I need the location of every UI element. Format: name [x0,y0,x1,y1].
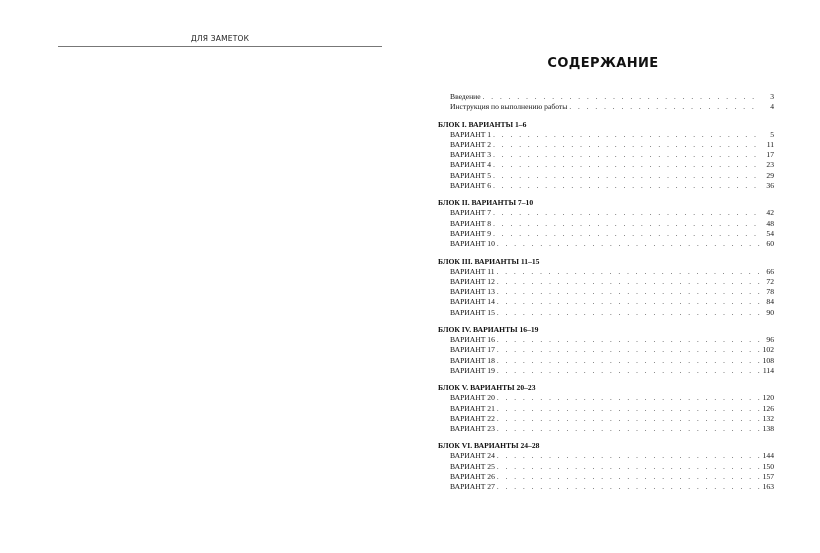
toc-entry-page: 36 [766,181,774,191]
toc-entry [438,208,774,218]
leader-dots [497,356,760,366]
toc-entry-page: 126 [762,403,774,413]
leader-dots [497,308,760,318]
toc-entry-page: 157 [762,472,774,482]
toc-entry [438,229,774,239]
toc-entry-label: Инструкция по выполнению работы [450,102,568,112]
leader-dots [497,451,760,461]
toc-entry-page: 84 [766,297,774,307]
leader-dots [493,140,760,150]
toc-entry [438,171,774,181]
toc-entry-label: ВАРИАНТ 6 [450,181,492,191]
toc-entry-page: 138 [762,424,774,434]
toc-entry [438,219,774,229]
toc-entry-label: ВАРИАНТ 19 [450,365,495,375]
toc-entry-label: ВАРИАНТ 13 [450,287,495,297]
toc-entry-label: ВАРИАНТ 7 [450,208,492,218]
toc-entry-page: 90 [766,307,774,317]
toc-entry-page: 29 [766,170,774,180]
toc-entry [438,472,774,482]
toc-entry-label: ВАРИАНТ 14 [450,297,495,307]
toc-entry-page: 60 [766,239,774,249]
toc-entry-page: 72 [766,276,774,286]
toc-entry-label: ВАРИАНТ 12 [450,276,495,286]
toc-entry [438,393,774,403]
toc-entry [438,277,774,287]
toc-entry [438,462,774,472]
leader-dots [493,171,760,181]
toc-entry-label: ВАРИАНТ 8 [450,218,492,228]
toc-entry-page: 120 [762,393,774,403]
toc-entry [438,150,774,160]
toc-entry [438,451,774,461]
leader-dots [483,92,760,102]
toc-entry-label: ВАРИАНТ 18 [450,355,495,365]
toc-entry-label: ВАРИАНТ 17 [450,345,495,355]
contents-page [410,0,820,553]
toc-entry-page: 163 [762,482,774,492]
toc-entry [438,482,774,492]
toc-entry [438,366,774,376]
toc-entry-page: 3 [770,92,774,101]
toc-block [438,119,774,192]
toc-entry-page: 17 [766,150,774,160]
leader-dots [497,335,760,345]
toc-entry [438,345,774,355]
toc-entry-page: 78 [766,287,774,297]
toc-entry-label: Введение [450,92,481,101]
toc-entry [438,356,774,366]
toc-entry [438,102,774,112]
toc-entry-label: ВАРИАНТ 21 [450,403,495,413]
toc-entry-label: ВАРИАНТ 1 [450,129,492,139]
toc-entry-page: 54 [766,228,774,238]
toc-entry-label: ВАРИАНТ 5 [450,170,492,180]
leader-dots [497,393,760,403]
toc-entry [438,130,774,140]
toc-entry-page: 132 [762,413,774,423]
toc-entry [438,140,774,150]
notes-title: ДЛЯ ЗАМЕТОК [190,34,250,43]
toc-entry-label: ВАРИАНТ 27 [450,482,495,492]
leader-dots [497,404,760,414]
toc-entry-page: 96 [766,335,774,345]
toc-entry-page: 108 [762,355,774,365]
toc-entry-label: ВАРИАНТ 20 [450,393,495,403]
toc-entry-page: 150 [762,461,774,471]
toc-entry [438,287,774,297]
toc-entry-label: ВАРИАНТ 26 [450,472,495,482]
notes-rule [58,46,382,47]
toc-entry [438,239,774,249]
table-of-contents [438,92,774,493]
toc-entry [438,267,774,277]
toc-block [438,382,774,434]
toc-entry-page: 102 [762,345,774,355]
leader-dots [497,277,760,287]
leader-dots [497,239,760,249]
toc-entry-label: ВАРИАНТ 23 [450,424,495,434]
leader-dots [493,130,760,140]
toc-entry-page: 5 [770,129,774,139]
toc-block [438,197,774,249]
leader-dots [497,267,760,277]
toc-block-heading: БЛОК III. ВАРИАНТЫ 11–15 [438,256,540,266]
leader-dots [493,160,760,170]
toc-entry [438,308,774,318]
toc-block [438,440,774,492]
leader-dots [497,472,760,482]
leader-dots [497,424,760,434]
toc-entry-label: ВАРИАНТ 4 [450,160,492,170]
toc-entry-label: ВАРИАНТ 9 [450,228,492,238]
leader-dots [493,181,760,191]
toc-entry-page: 66 [766,266,774,276]
toc-entry-label: ВАРИАНТ 10 [450,239,495,249]
toc-entry [438,160,774,170]
leader-dots [493,229,760,239]
leader-dots [493,219,760,229]
toc-block [438,324,774,376]
toc-entry-page: 23 [766,160,774,170]
leader-dots [497,414,760,424]
leader-dots [497,297,760,307]
toc-block-heading: БЛОК IV. ВАРИАНТЫ 16–19 [438,325,539,335]
toc-block-heading: БЛОК VI. ВАРИАНТЫ 24–28 [438,441,540,451]
toc-entry [438,424,774,434]
toc-entry-label: ВАРИАНТ 16 [450,335,495,345]
toc-entry [438,404,774,414]
leader-dots [497,366,760,376]
toc-entry [438,297,774,307]
leader-dots [493,150,760,160]
toc-entry-page: 114 [762,365,774,375]
toc-intro [438,92,774,113]
toc-entry-label: ВАРИАНТ 15 [450,307,495,317]
leader-dots [497,482,760,492]
toc-entry-label: ВАРИАНТ 2 [450,139,492,149]
contents-title: СОДЕРЖАНИЕ [547,56,659,71]
toc-entry-label: ВАРИАНТ 24 [450,451,495,461]
toc-block-heading: БЛОК II. ВАРИАНТЫ 7–10 [438,198,534,208]
toc-entry [438,335,774,345]
toc-entry [438,181,774,191]
toc-entry-label: ВАРИАНТ 3 [450,150,492,160]
toc-entry-label: ВАРИАНТ 22 [450,413,495,423]
toc-entry-page: 42 [766,208,774,218]
toc-entry-page: 11 [766,139,774,149]
leader-dots [497,287,760,297]
toc-block-heading: БЛОК V. ВАРИАНТЫ 20–23 [438,383,536,393]
leader-dots [493,208,760,218]
toc-entry-page: 4 [770,102,774,112]
toc-block [438,256,774,318]
toc-entry [438,92,774,102]
toc-entry-label: ВАРИАНТ 11 [450,266,495,276]
toc-entry-page: 48 [766,218,774,228]
leader-dots [497,345,760,355]
toc-block-heading: БЛОК I. ВАРИАНТЫ 1–6 [438,119,527,129]
toc-entry-label: ВАРИАНТ 25 [450,461,495,471]
leader-dots [497,462,760,472]
toc-entry [438,414,774,424]
leader-dots [569,102,760,112]
toc-entry-page: 144 [762,451,774,461]
